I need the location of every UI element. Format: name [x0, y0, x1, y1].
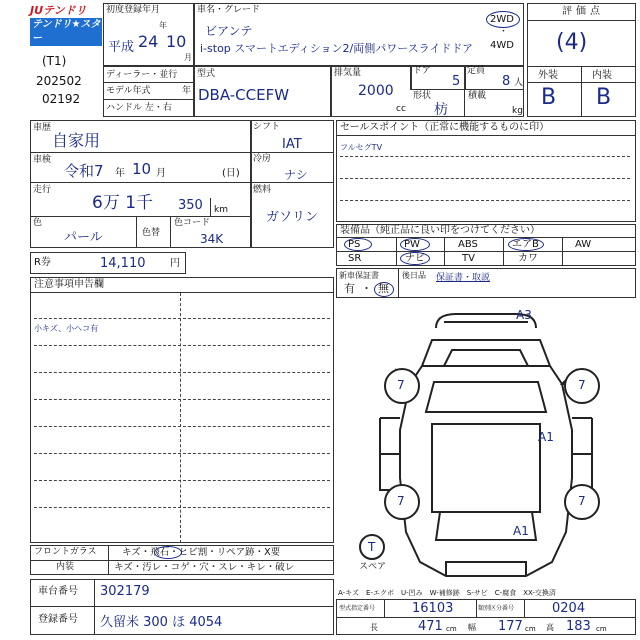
- notes-label: 注意事項申告欄: [34, 279, 104, 290]
- warranty-label: 新車保証書: [339, 271, 379, 280]
- equip-navi: ナビ: [405, 253, 425, 264]
- recycle-label: R券: [34, 257, 51, 268]
- lot-code: (T1): [42, 54, 67, 68]
- load-unit: kg: [512, 106, 523, 116]
- dim-length: 471: [418, 619, 443, 634]
- equipment-label: 装備品（純正品に良い印をつけてください）: [340, 225, 540, 236]
- drive-dot: ・: [499, 27, 509, 37]
- equip-airbag: エアB: [512, 239, 539, 250]
- interior-cond-label: 内装: [56, 562, 75, 572]
- registration-era: 平成: [108, 40, 135, 55]
- capacity-label: 定員: [467, 66, 486, 76]
- capacity-unit: 人: [514, 78, 524, 88]
- score-value: (4): [556, 30, 588, 55]
- drive-4wd: 4WD: [490, 40, 514, 51]
- car-name: ビアンテ: [205, 24, 253, 38]
- shift-value: IAT: [282, 137, 302, 152]
- sales-points-label: セールスポイント（正常に機能するものに印）: [340, 122, 550, 133]
- equip-tv: TV: [462, 253, 475, 264]
- registration-month-unit: 月: [184, 53, 192, 62]
- logo: [30, 4, 102, 42]
- notes-text: 小キズ、小ヘコ有: [34, 324, 99, 333]
- warranty-yes: 有: [344, 282, 355, 295]
- notes-box: [30, 277, 334, 543]
- type-designation-label: 型式指定番号: [339, 605, 376, 612]
- color-painted-label: 色替: [142, 228, 161, 238]
- plate-value: 久留米 300 ほ 4054: [100, 615, 223, 630]
- dim-width-label: 幅: [468, 623, 476, 632]
- displacement-label: 排気量: [334, 68, 362, 78]
- dim-length-label: 長: [370, 623, 378, 632]
- color-value: パール: [64, 230, 103, 245]
- color-code-label: 色コード: [174, 218, 211, 228]
- warranty-no: 無: [378, 282, 389, 295]
- capacity-value: 8: [502, 74, 511, 89]
- aircon-label: 冷房: [253, 154, 272, 164]
- mileage-unit: km: [214, 205, 228, 215]
- score-label: 評価点: [562, 6, 604, 17]
- logo-line2: テンドリ★スター: [32, 19, 101, 44]
- mark-spare: T: [368, 540, 376, 554]
- front-glass-label: フロントガラス: [34, 547, 97, 557]
- mileage-value: 6万 1千: [92, 193, 154, 213]
- post-install-value: 保証書・取説: [436, 273, 491, 283]
- recycle-value: 14,110: [100, 256, 146, 271]
- type-cat-value: 0204: [552, 601, 586, 616]
- history-label: 車歴: [33, 123, 52, 133]
- model-year-label: モデル年式: [106, 86, 151, 96]
- equip-aw: AW: [575, 239, 592, 250]
- chassis-label: 車台番号: [38, 586, 78, 597]
- equip-leather: カワ: [518, 253, 538, 264]
- inspection-month: 10: [132, 160, 152, 178]
- mark-a1-side: A1: [538, 430, 554, 444]
- mileage-label: 走行: [33, 185, 52, 195]
- sales-points-text: フルセグTV: [340, 143, 383, 152]
- car-grade: i-stop スマートエディション2/両側パワースライドドア: [200, 42, 474, 55]
- damage-legend: A-キズ E-エクボ U-凹み W-補修跡 S-サビ C-腐食 XX-交換済: [338, 589, 556, 597]
- color-label: 色: [33, 218, 43, 228]
- mark-a1-rear: A1: [513, 524, 529, 538]
- car-name-label: 車名・グレード: [197, 5, 261, 15]
- mark-wheel-rl: 7: [397, 494, 405, 508]
- plate-label: 登録番号: [38, 614, 78, 625]
- dim-width: 177: [498, 619, 523, 634]
- front-glass-value: キズ・飛石・ヒビ割・リペア跡・X要: [122, 547, 281, 558]
- handle-label: ハンドル 左・右: [106, 103, 172, 113]
- type-cat-label: 類別区分番号: [478, 605, 515, 612]
- inspection-year-unit: 年: [115, 168, 125, 179]
- displacement-unit: cc: [396, 104, 406, 114]
- interior-label: 内装: [592, 70, 612, 81]
- chassis-value: 302179: [100, 584, 150, 599]
- spare-label: スペア: [359, 562, 387, 572]
- displacement-value: 2000: [358, 83, 394, 99]
- equip-abs: ABS: [458, 239, 478, 250]
- fuel-label: 燃料: [253, 185, 272, 195]
- mark-a3: A3: [516, 308, 532, 322]
- lot-number-a: 202502: [36, 74, 82, 88]
- registration-month: 10: [166, 32, 187, 51]
- interior-grade: B: [596, 85, 612, 110]
- fuel-value: ガソリン: [266, 210, 319, 225]
- shape-label: 形状: [413, 91, 432, 101]
- history-value: 自家用: [52, 131, 101, 150]
- doors-label: ドア: [413, 66, 431, 76]
- equip-ps: PS: [348, 239, 361, 250]
- type-designation-value: 16103: [412, 601, 454, 616]
- drive-2wd: 2WD: [490, 14, 514, 25]
- shift-label: シフト: [253, 122, 281, 132]
- dim-height: 183: [566, 619, 591, 634]
- aircon-value: ナシ: [284, 168, 308, 182]
- registration-year: 24: [138, 32, 159, 51]
- equip-sr: SR: [348, 253, 362, 264]
- logo-line1: JUテンドリ: [30, 4, 102, 18]
- inspection-month-unit: 月: [156, 168, 166, 179]
- dim-height-label: 高: [546, 623, 554, 632]
- inspection-label: 車検: [33, 155, 52, 165]
- mark-wheel-fr: 7: [578, 378, 586, 392]
- registration-label: 初度登録年月: [106, 5, 161, 15]
- inspection-day-unit: (日): [222, 168, 240, 179]
- model-year-unit: 年: [182, 86, 192, 96]
- mileage-sub: 350: [178, 198, 203, 213]
- post-install-label: 後日品: [402, 271, 426, 280]
- lot-number-b: 02192: [42, 92, 81, 106]
- interior-cond-value: キズ・汚レ・コゲ・穴・スレ・キレ・破レ: [114, 562, 295, 573]
- exterior-label: 外装: [538, 70, 558, 81]
- exterior-grade: B: [541, 85, 557, 110]
- model-value: DBA-CCEFW: [198, 86, 290, 104]
- inspection-era: 令和7: [64, 162, 104, 180]
- recycle-unit: 円: [170, 258, 180, 269]
- color-code: 34K: [200, 232, 224, 246]
- dealer-label: ディーラー・並行: [106, 70, 178, 80]
- equip-pw: PW: [404, 239, 420, 250]
- load-label: 積載: [468, 91, 487, 101]
- mark-wheel-fl: 7: [397, 378, 405, 392]
- mark-wheel-rr: 7: [578, 494, 586, 508]
- doors-value: 5: [452, 74, 461, 89]
- model-label: 型式: [197, 69, 216, 79]
- dim-unit: cm: [596, 625, 607, 633]
- car-diagram: [336, 300, 636, 582]
- shape-value: 枋: [434, 102, 448, 118]
